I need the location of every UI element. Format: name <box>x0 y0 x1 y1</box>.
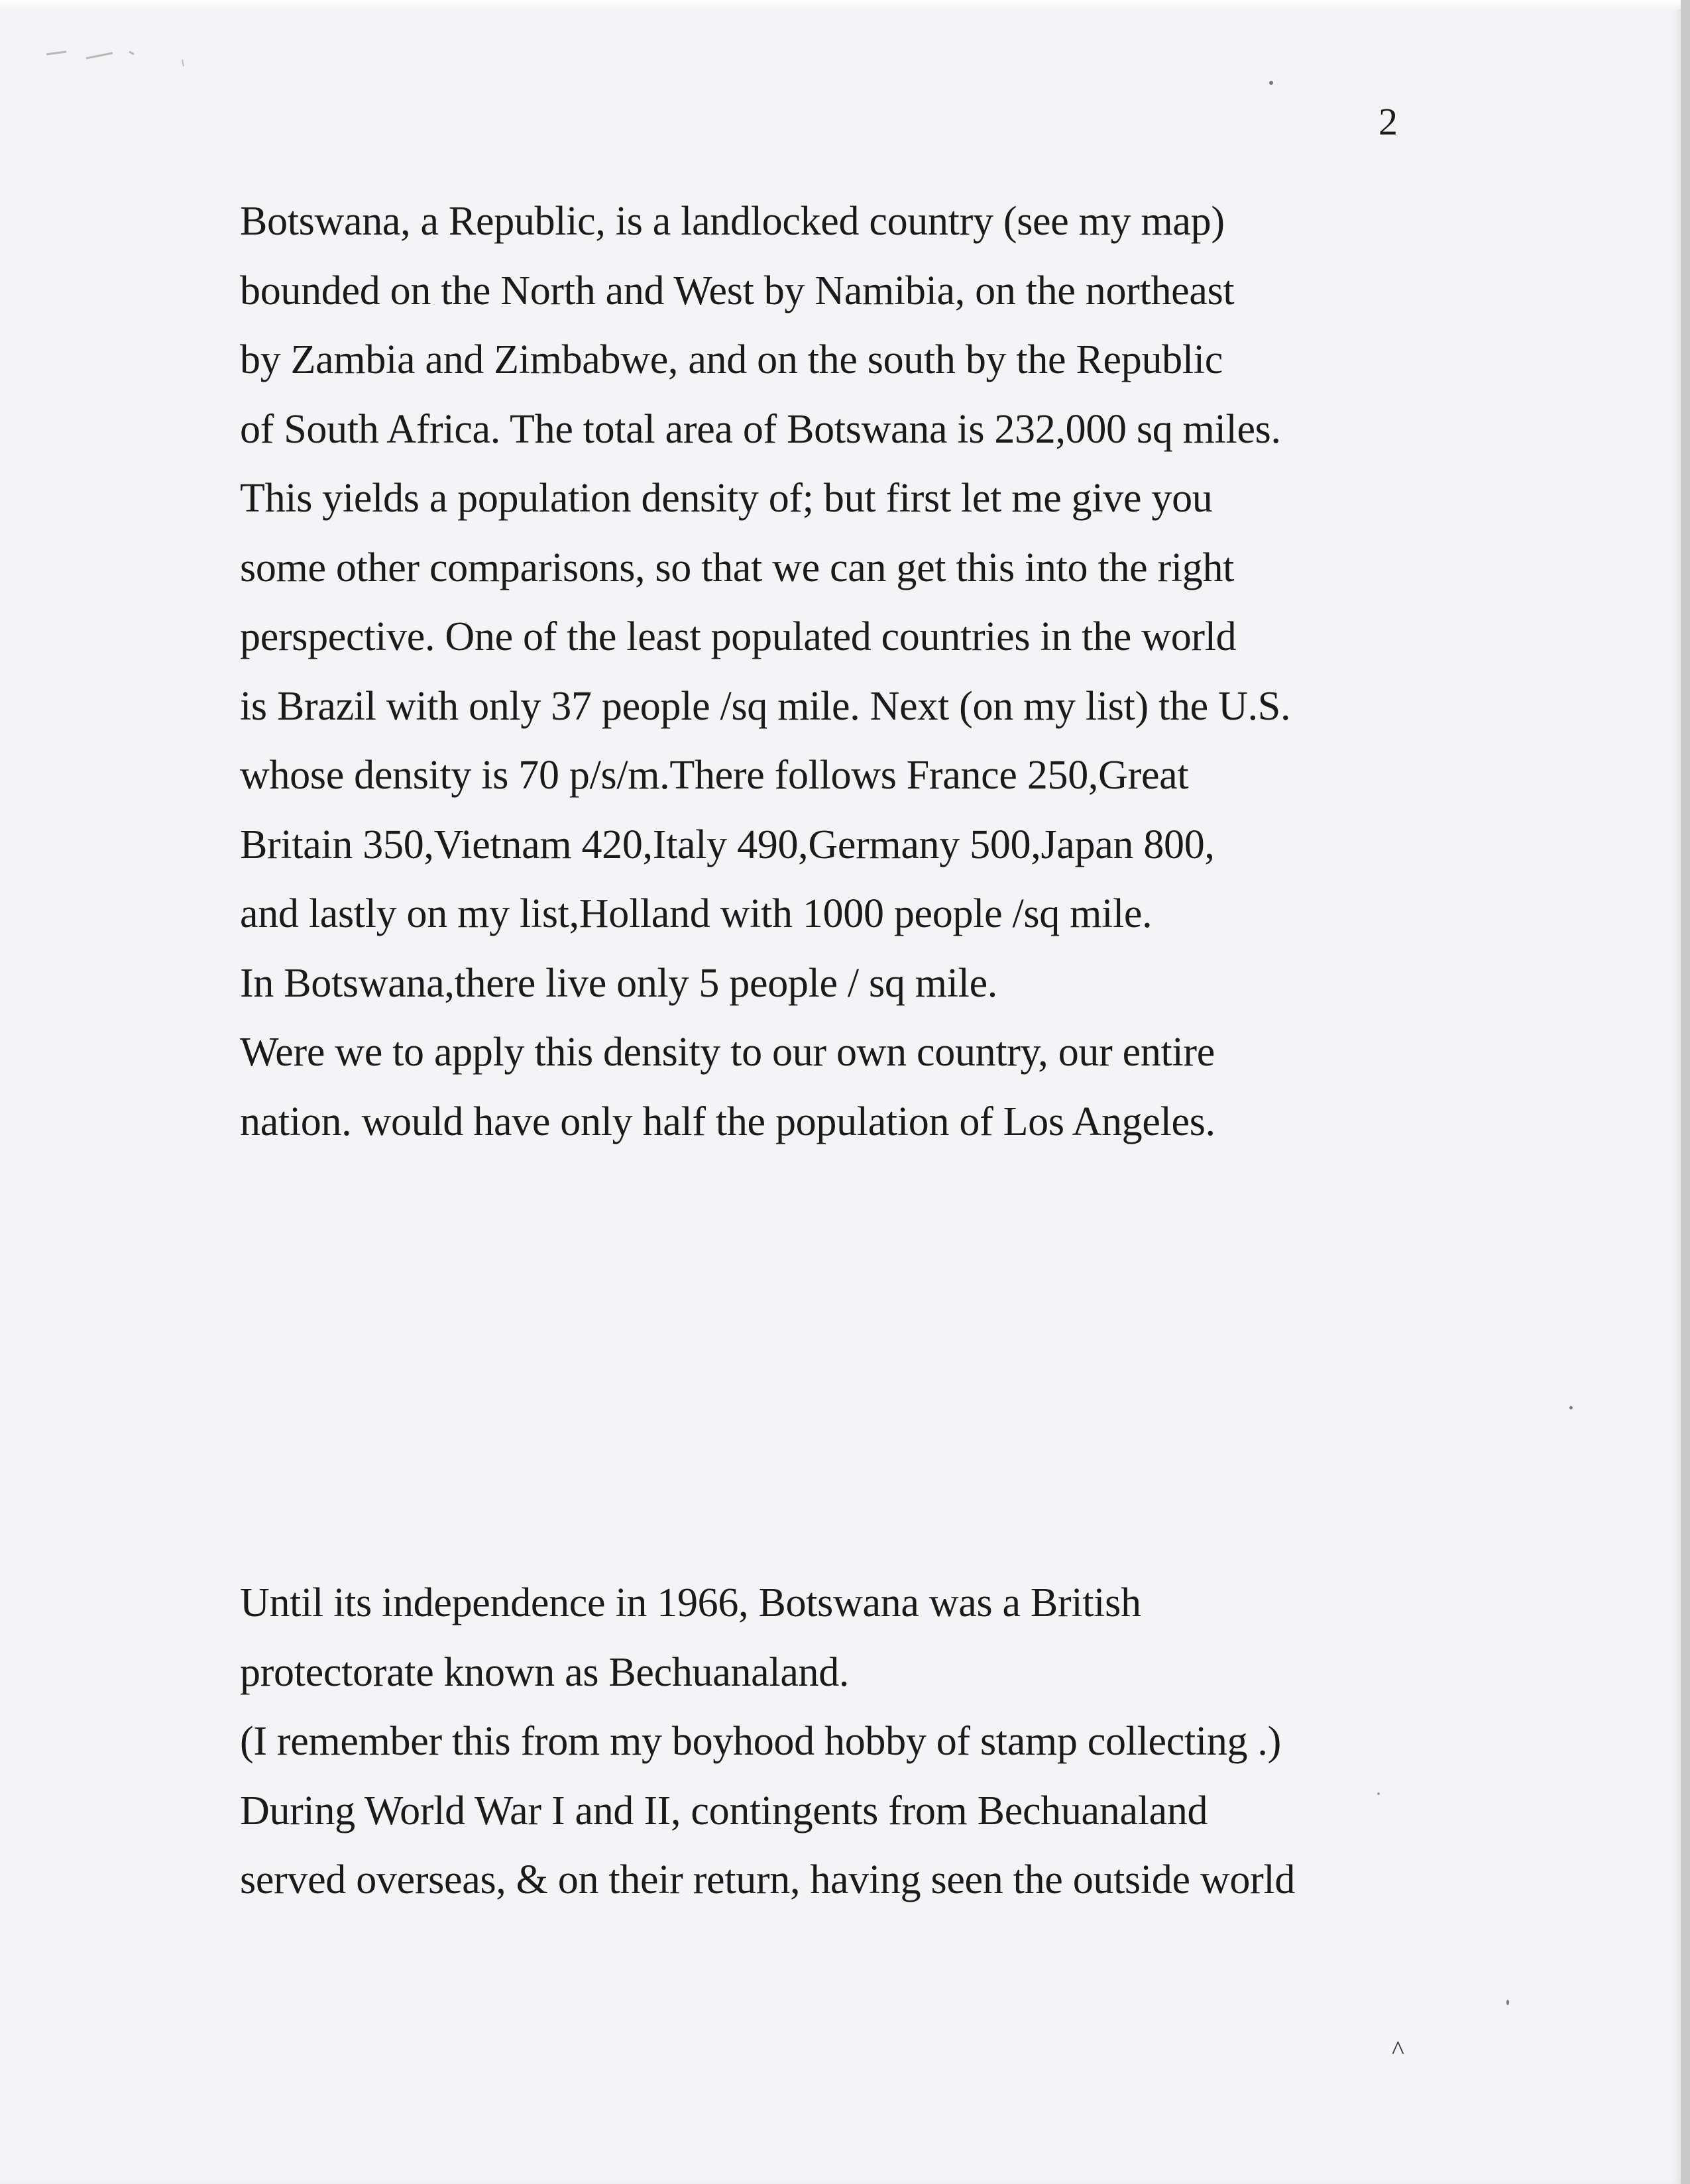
text-line: In Botswana,there live only 5 people / sq mile. <box>240 960 997 1006</box>
scan-corner-marks <box>40 40 199 73</box>
text-line: Were we to apply this density to our own country, our entire <box>240 1030 1215 1075</box>
text-line: of South Africa. The total area of Botswana is 232,000 sq miles. <box>240 406 1281 452</box>
text-line: Botswana, a Republic, is a landlocked country (see my map) <box>240 199 1225 244</box>
text-line: Britain 350,Vietnam 420,Italy 490,Germany 500,Japan 800, <box>240 822 1215 867</box>
text-line: Until its independence in 1966, Botswana was a British <box>240 1580 1141 1625</box>
scan-speck <box>1269 81 1273 85</box>
scan-speck <box>1506 2000 1509 2005</box>
text-line: This yields a population density of; but first let me give you <box>240 476 1213 521</box>
text-line: served overseas, & on their return, having seen the outside world <box>240 1857 1296 1902</box>
paragraph-botswana-geography <box>240 187 1290 1156</box>
scan-speck <box>1377 1792 1380 1795</box>
text-line: nation. would have only half the population of Los Angeles. <box>240 1099 1215 1144</box>
text-line: and lastly on my list,Holland with 1000 people /sq mile. <box>240 891 1153 936</box>
text-line: (I remember this from my boyhood hobby of stamp collecting .) <box>240 1719 1281 1764</box>
text-line: During World War I and II, contingents from Bechuanaland <box>240 1788 1208 1833</box>
bottom-mark: ^ <box>1392 2035 1404 2065</box>
page-number: 2 <box>1379 100 1398 143</box>
text-line: by Zambia and Zimbabwe, and on the south by the Republic <box>240 337 1223 382</box>
text-line: bounded on the North and West by Namibia, on the northeast <box>240 268 1235 313</box>
text-line: some other comparisons, so that we can get this into the right <box>240 545 1235 590</box>
text-line: protectorate known as Bechuanaland. <box>240 1649 850 1695</box>
text-line: is Brazil with only 37 people /sq mile. Next (on my list) the U.S. <box>240 683 1291 729</box>
paper-top-edge <box>0 0 1681 9</box>
paragraph-botswana-history <box>240 1568 1295 1915</box>
scan-speck <box>1569 1406 1573 1409</box>
text-line: perspective. One of the least populated countries in the world <box>240 614 1237 659</box>
text-line: whose density is 70 p/s/m.There follows France 250,Great <box>240 753 1189 798</box>
